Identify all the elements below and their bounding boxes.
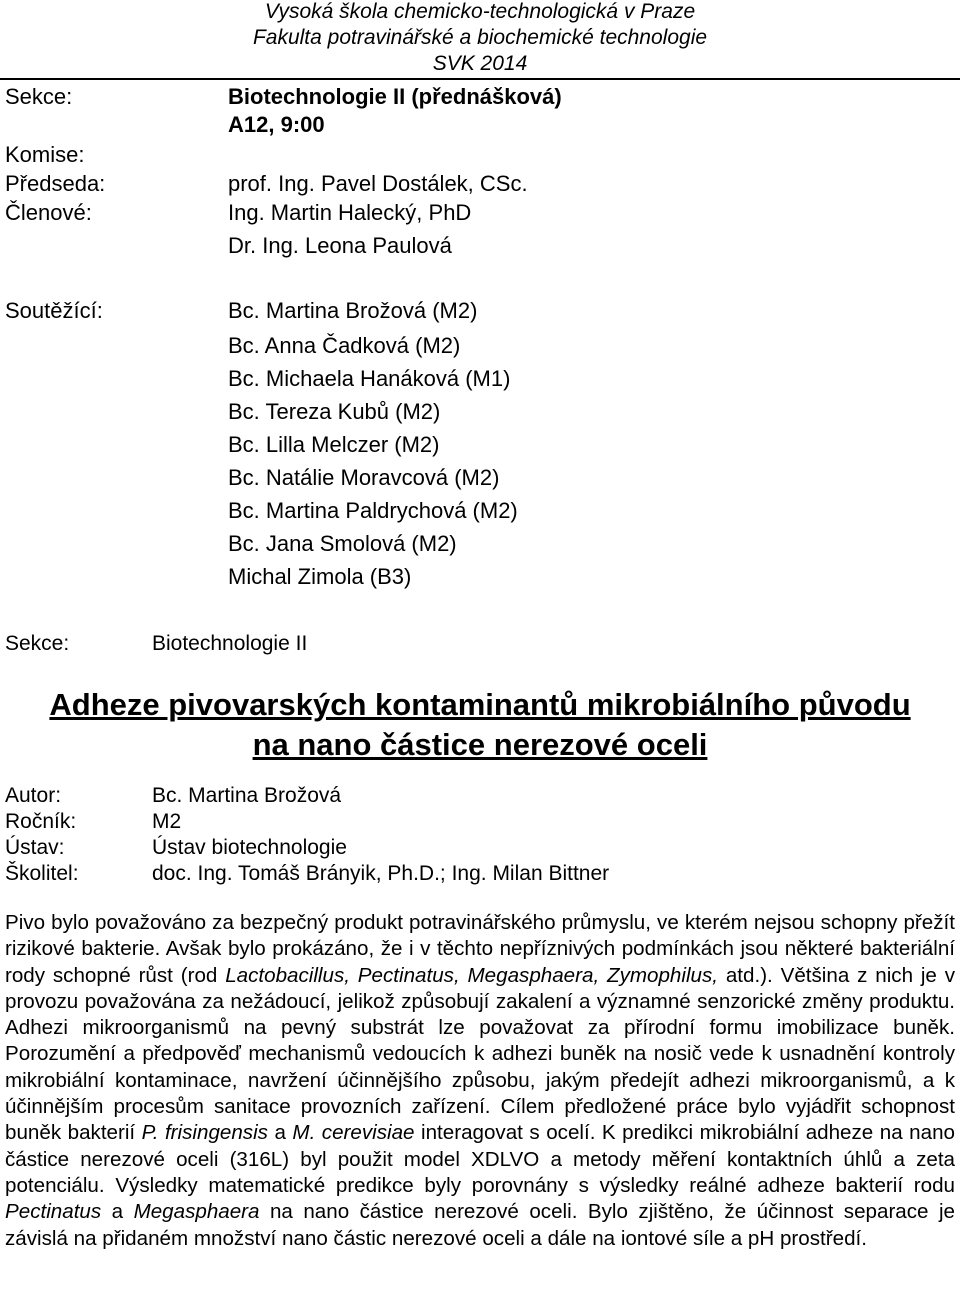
competitor-item: Bc. Anna Čadková (M2) (228, 333, 461, 358)
abstract-segment: interagovat s ocelí. K predikci mikrobiální adheze na nano částice nerezové oceli (316L) byl použit model XDLVO a metody měření kontaktních úhlů a zeta potenciálu. Výsledky matematické predikce byly porovnány s výsledky reálné adheze bakterií rodu (5, 1121, 955, 1197)
members-label: Členové: (5, 200, 92, 225)
supervisor-label: Školitel: (5, 862, 79, 885)
member-item: Ing. Martin Halecký, PhD (228, 200, 472, 225)
author-label: Autor: (5, 784, 62, 807)
competitor-item: Bc. Michaela Hanáková (M1) (228, 366, 511, 391)
section2-label: Sekce: (5, 632, 70, 655)
year-value: M2 (152, 810, 182, 833)
paper-title-line2: na nano částice nerezové oceli (252, 727, 708, 762)
institute-value: Ústav biotechnologie (152, 836, 347, 859)
abstract-segment: a (267, 1121, 293, 1145)
competitor-item: Bc. Jana Smolová (M2) (228, 531, 457, 556)
abstract-segment: a (101, 1200, 134, 1224)
header-event: SVK 2014 (432, 52, 528, 75)
member-item: Dr. Ing. Leona Paulová (228, 233, 452, 258)
paper-title-line1: Adheze pivovarských kontaminantů mikrobiálního původu (49, 687, 911, 722)
section-name: Biotechnologie II (přednášková) (228, 84, 562, 109)
section2-name: Biotechnologie II (152, 632, 308, 655)
chair-label: Předseda: (5, 171, 106, 196)
competitor-item: Bc. Martina Paldrychová (M2) (228, 498, 518, 523)
abstract-species: M. cerevisiae (292, 1121, 415, 1145)
abstract-species: P. frisingensis (141, 1121, 268, 1145)
section-room-time: A12, 9:00 (228, 112, 325, 137)
header-faculty: Fakulta potravinářské a biochemické technologie (252, 26, 708, 49)
abstract-segment: Pivo bylo považováno za bezpečný produkt potravinářského průmyslu, ve kterém nejsou schopny přežít rizikové bakterie. Avšak bylo prokázáno, že i v těchto nepříznivých podmínkách jsou některé bakteriální rody schopné růst (rod (5, 911, 955, 987)
abstract-text (5, 910, 955, 1252)
abstract-segment: atd.). Většina z nich je v provozu považována za nežádoucí, jelikož způsobují zakalení a významné senzorické změny produktu. Adhezi mikroorganismů na pevný substrát lze považovat za přírodní formu imobilizace buněk. Porozumění a předpověď mechanismů vedoucích k adhezi buněk na nosič vede k usnadnění kontroly mikrobiální kontaminace, navržení účinnějšího způsobu, jakým předejít adhezi mikroorganismů, a k účinnějším procesům sanitace provozních zařízení. Cílem předložené práce bylo vyjádřit schopnost buněk bakterií (5, 963, 955, 1145)
section-label: Sekce: (5, 84, 73, 109)
abstract-genus: Pectinatus (5, 1200, 102, 1224)
institute-label: Ústav: (5, 836, 65, 859)
competitor-item: Bc. Martina Brožová (M2) (228, 298, 478, 323)
chair-name: prof. Ing. Pavel Dostálek, CSc. (228, 171, 528, 196)
abstract-genus: Megasphaera (133, 1200, 260, 1224)
supervisor-value: doc. Ing. Tomáš Brányik, Ph.D.; Ing. Milan Bittner (152, 862, 610, 885)
abstract-genera: Lactobacillus, Pectinatus, Megasphaera, Zymophilus, (225, 963, 719, 987)
year-label: Ročník: (5, 810, 77, 833)
author-value: Bc. Martina Brožová (152, 784, 342, 807)
competitor-item: Bc. Tereza Kubů (M2) (228, 399, 441, 424)
header-divider (0, 78, 960, 80)
competitor-item: Bc. Natálie Moravcová (M2) (228, 465, 500, 490)
competitor-item: Bc. Lilla Melczer (M2) (228, 432, 440, 457)
competitor-item: Michal Zimola (B3) (228, 564, 412, 589)
header-university: Vysoká škola chemicko-technologická v Praze (264, 0, 696, 23)
competitors-label: Soutěžící: (5, 298, 103, 323)
abstract-segment: na nano částice nerezové oceli. Bylo zjištěno, že účinnost separace je závislá na přidaném množství nano částic nerezové oceli a dále na iontové síle a pH prostředí. (5, 1200, 955, 1250)
commission-label: Komise: (5, 142, 85, 167)
